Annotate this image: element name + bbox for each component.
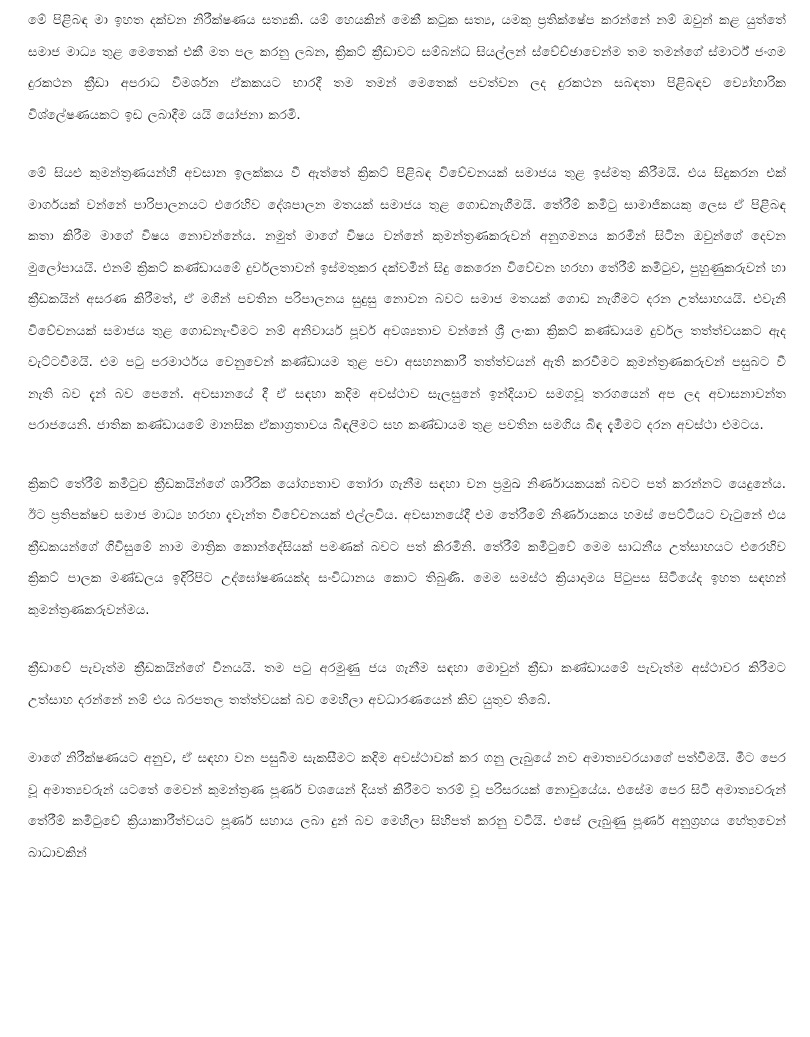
body-paragraph-3: ක්‍රිකට් තේරීම් කමිටුව ක්‍රීඩකයින්ගේ ශාරීරික යෝග්‍යතාව තෝරා ගැනීම සඳහා වන ප්‍රමුඛ නිර්ණායකයක් බවට පත් කරන්නට යෙදුනේය. ඊට ප්‍රතිපක්ෂව සමාජ මාධ්‍ය හරහා දැවැන්ත විවේචනයක් එල්ලවිය. අවසානයේදී එම තේරීමේ නිර්ණායකය හමස් පෙට්ටියට වැටුනේ එය ක්‍රීඩකයන්ගේ ගිවිසුමේ නාම මාත්‍රික කොන්දේසියක් පමණක් බවට පත් කිරමිනි. තේරීම් කමිටුවේ මෙම සාධනීය උත්සාහයට එරෙහිව ක්‍රිකට් පාලක මණ්ඩලය ඉදිරිපිට උද්ඝෝෂණයක්ද සංවිධානය කොට තිබුණි. මෙම සමස්ථ ක්‍රියාදාමය පිටුපස සිටියේද ඉහත සඳහන් කුමන්ත්‍රණකරුවන්මය. [28, 476, 786, 618]
body-paragraph-2: මේ සියළු කුමන්ත්‍රණයන්හි අවසාන ඉලක්කය වී ඇත්තේ ක්‍රිකට් පිළිබඳ විවේචනයක් සමාජය තුළ ඉස්මතු කිරීමයි. එය සිදුකරන එක් මාර්ගයක් වන්නේ පාරිපාලනයට එරෙහිව දේශපාලන මතයක් සමාජය තුළ ගොඩනැගීමයි. තේරීම් කමිටු සාමාජිකයකු ලෙස ඒ පිළිබඳ කතා කිරීම මාගේ විෂය නොවන්නේය. නමුත් මාගේ විෂය වන්නේ කුමන්ත්‍රණකරුවන් අනුගමනය කරමින් සිටින ඔවුන්ගේ දෙවන මුලෝපායයි. එනම් ක්‍රිකට් කණ්ඩායමේ දුර්වලතාවන් ඉස්මතුකර දක්වමින් සිදු කෙරෙන විවේචන හරහා තේරීම් කමිටුව, පුහුණුකරුවන් හා ක්‍රීඩකයින් අසරණ කිරීමත්, ඒ මගින් පවතින පරිපාලනය සුදුසු නොවන බවට සමාජ මතයක් ගොඩ නැගීමට දරන උත්සාහයයි. එවැනි විවේචනයක් සමාජය තුළ ගොඩනැංවීමට නම් අනිවාර්ය පූර්ව අවශ්‍යතාව වන්නේ ශ්‍රී ලංකා ක්‍රිකට් කණ්ඩායම දුර්වල තත්ත්වයකට ඇද වැට්ටවීමයි. එම පටු පරමාර්ථය වෙනුවෙන් කණ්ඩායම තුළ පවා අසහනකාරී තත්ත්වයන් ඇති කරවීමට කුමන්ත්‍රණකරුවන් පසුබට වී නැති බව දැන් බව පෙනේ. අවසානයේ දී ඒ සඳහා කදිම අවස්ථාව සැලසුනේ ඉන්දියාව සමගවූ තරගයෙන් අප ලද අවාසනාවන්ත පරාජයෙනි. ජාතික කණ්ඩායමේ මානසික ඒකාග්‍රතාවය බිඳලීමට සහ කණ්ඩායම තුළ පවතින සමගිය බිඳ දැමීමට දරන අවස්ථා එමටය. [28, 166, 786, 433]
body-paragraph-5: මාගේ නිරීක්ෂණයට අනුව, ඒ සඳහා වන පසුබිම සැකසීමට කදිම අවස්ථාවක් කර ගනු ලැබුයේ නව අමාත්‍යවරයාගේ පත්වීමයි. මීට පෙර වූ අමාත්‍යවරුන් යටතේ මෙවන් කුමන්ත්‍රණ පූර්ණ වශයෙන් දියත් කිරීමට තරම් වූ පරිසරයක් නොවුයේය. එසේම පෙර සිටි අමාත්‍යවරුන් තේරීම් කමිටුවේ ක්‍රියාකාරීත්වයට පූර්ණ සහාය ලබා දුන් බව මෙහිලා සිහිපත් කරනු වටියි. එසේ ලැබුණු පූර්ණ අනුග්‍රහය හේතුවෙන් බාධාවකින් [28, 751, 786, 861]
body-paragraph-1: මේ පිළිබඳ මා ඉහත දක්වන නිරීක්ෂණය සත්‍යකි. යම් හෙයකින් මෙකී කටුක සත්‍ය, යමකු ප්‍රතික්ෂේප කරන්නේ නම් ඔවුන් කළ යුත්තේ සමාජ මාධ්‍ය තුළ මෙතෙක් එකී මත පල කරනු ලබන, ක්‍රිකට් ක්‍රීඩාවට සම්බන්ධ සියල්ලන් ස්වේච්ඡාවෙන්ම තම තමන්ගේ ස්මාර්ට් ජංගම දුරකථන ක්‍රීඩා අපරාධ විමර්ශන ඒකකයට භාරදී තම තමන් මෙතෙක් පවත්වන ලද දුරකථන සබඳතා පිළිබඳව ව්‍යෝහාරික විශ්ලේෂණයකට ඉඩ ලබාදීම යයි යෝජනා කරමි. [28, 13, 786, 123]
body-paragraph-4: ක්‍රීඩාවේ පැවැත්ම ක්‍රීඩකයින්ගේ විනයයි. තම පටු අරමුණු ජය ගැනීම සඳහා මොවුන් ක්‍රීඩා කණ්ඩායමේ පැවැත්ම අස්ථාවර කිරීමට උත්සාහ දරන්නේ නම් එය බරපතල තත්ත්වයක් බව මෙහිලා අවධාරණයෙන් කිව යුතුව තිබේ. [28, 661, 786, 708]
